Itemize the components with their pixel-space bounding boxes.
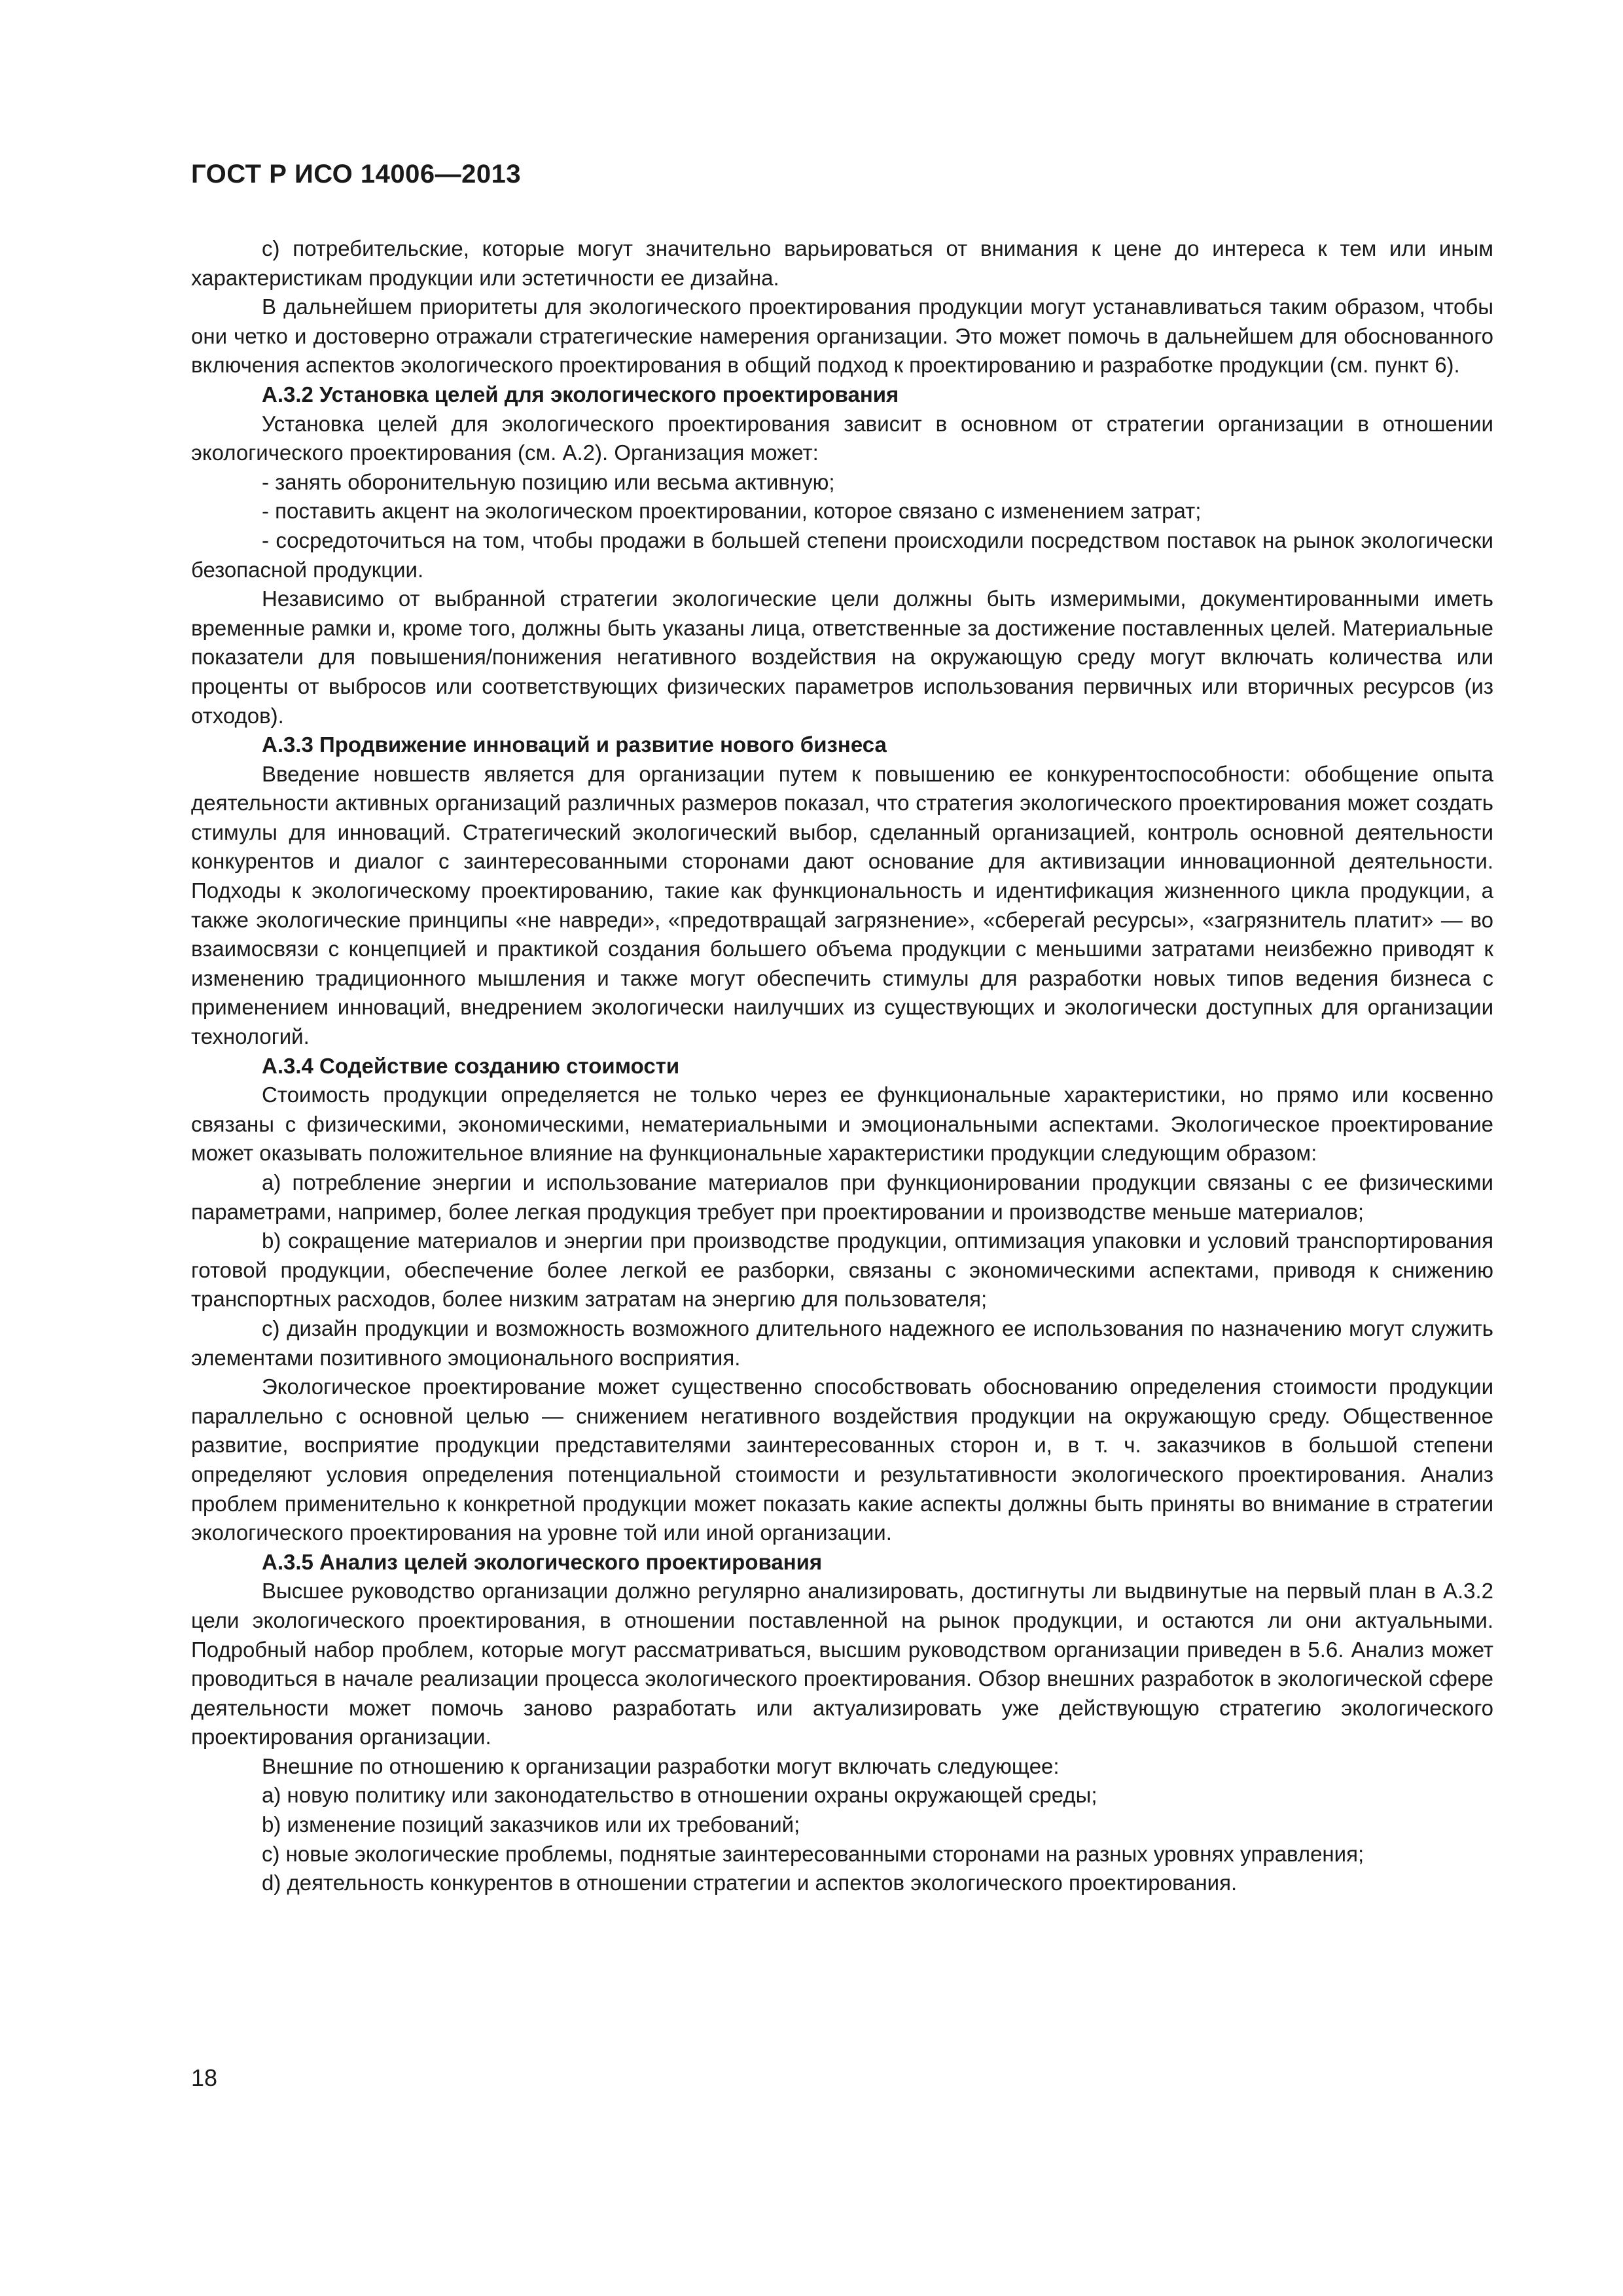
list-item: - сосредоточиться на том, чтобы продажи в большей степени происходили посредством поставок на рынок экологически безопасной продукции.: [191, 528, 1493, 582]
document-header: ГОСТ Р ИСО 14006—2013: [191, 160, 522, 188]
list-item: c) дизайн продукции и возможность возможного длительного надежного ее использования по назначению могут служить элементами позитивного эмоционального восприятия.: [191, 1316, 1493, 1370]
section-heading-a35: А.3.5 Анализ целей экологического проектирования: [262, 1549, 823, 1574]
section-heading-a32: А.3.2 Установка целей для экологического проектирования: [262, 382, 899, 406]
list-item: - занять оборонительную позицию или весьма активную;: [262, 469, 835, 494]
section-heading-a33: А.3.3 Продвижение инноваций и развитие нового бизнеса: [262, 732, 887, 757]
paragraph: Введение новшеств является для организации путем к повышению ее конкурентоспособности: обобщение опыта деятельности активных организаций различных размеров показал, что стратегия экологического проектирования может создать стимулы для инноваций. Стратегический экологический выбор, сделанный организацией, контроль основной деятельности конкурентов и диалог с заинтересованными сторонами дают основание для активизации инновационной деятельности. Подходы к экологическому проектированию, такие как функциональность и идентификация жизненного цикла продукции, а также экологические принципы «не навреди», «предотвращай загрязнение», «сберегай ресурсы», «загрязнитель платит» — во взаимосвязи с концепцией и практикой создания большего объема продукции с меньшими затратами неизбежно приводят к изменению традиционного мышления и также могут обеспечить стимулы для разработки новых типов ведения бизнеса с применением инноваций, внедрением экологически наилучших из существующих и экологически доступных для организации технологий.: [191, 761, 1493, 1049]
paragraph: В дальнейшем приоритеты для экологического проектирования продукции могут устанавливаться таким образом, чтобы они четко и достоверно отражали стратегические намерения организации. Это может помочь в дальнейшем для обоснованного включения аспектов экологического проектирования в общий подход к проектированию и разработке продукции (см. пункт 6).: [191, 295, 1493, 378]
list-item: - поставить акцент на экологическом проектировании, которое связано с изменением затрат;: [262, 499, 1202, 524]
page-number: 18: [191, 2064, 218, 2091]
list-item: d) деятельность конкурентов в отношении стратегии и аспектов экологического проектирования.: [262, 1871, 1238, 1895]
section-heading-a34: А.3.4 Содействие созданию стоимости: [262, 1053, 680, 1078]
list-item: b) изменение позиций заказчиков или их требований;: [262, 1812, 800, 1837]
paragraph: Внешние по отношению к организации разработки могут включать следующее:: [262, 1753, 1060, 1778]
list-item: c) новые экологические проблемы, поднятые заинтересованными сторонами на разных уровнях управления;: [262, 1841, 1364, 1866]
list-item: a) новую политику или законодательство в отношении охраны окружающей среды;: [262, 1783, 1097, 1808]
paragraph: Независимо от выбранной стратегии экологические цели должны быть измеримыми, документированными иметь временные рамки и, кроме того, должны быть указаны лица, ответственные за достижение поставленных целей. Материальные показатели для повышения/понижения негативного воздействия на окружающую среду могут включать количества или проценты от выбросов или соответствующих физических параметров использования первичных или вторичных ресурсов (из отходов).: [191, 586, 1493, 728]
paragraph: Установка целей для экологического проектирования зависит в основном от стратегии организации в отношении экологического проектирования (см. А.2). Организация может:: [191, 411, 1493, 465]
list-item: b) сокращение материалов и энергии при производстве продукции, оптимизация упаковки и условий транспортирования готовой продукции, обеспечение более легкой ее разборки, связаны с экономическими аспектами, приводя к снижению транспортных расходов, более низким затратам на энергию для пользователя;: [191, 1229, 1493, 1312]
list-item: a) потребление энергии и использование материалов при функционировании продукции связаны с ее физическими параметрами, например, более легкая продукция требует при проектировании и производстве меньше материалов;: [191, 1170, 1493, 1224]
paragraph: Экологическое проектирование может существенно способствовать обоснованию определения стоимости продукции параллельно с основной целью — снижением негативного воздействия продукции на окружающую среду. Общественное развитие, восприятие продукции представителями заинтересованных сторон и, в т. ч. заказчиков в большой степени определяют условия определения потенциальной стоимости и результативности экологического проектирования. Анализ проблем применительно к конкретной продукции может показать какие аспекты должны быть приняты во внимание в стратегии экологического проектирования на уровне той или иной организации.: [191, 1374, 1493, 1545]
paragraph: Стоимость продукции определяется не только через ее функциональные характеристики, но прямо или косвенно связаны с физическими, экономическими, нематериальными и эмоциональными аспектами. Экологическое проектирование может оказывать положительное влияние на функциональные характеристики продукции следующим образом:: [191, 1083, 1493, 1166]
paragraph: Высшее руководство организации должно регулярно анализировать, достигнуты ли выдвинутые на первый план в А.3.2 цели экологического проектирования, в отношении поставленной на рынок продукции, и остаются ли они актуальными. Подробный набор проблем, которые могут рассматриваться, высшим руководством организации приведен в 5.6. Анализ может проводиться в начале реализации процесса экологического проектирования. Обзор внешних разработок в экологической сфере деятельности может помочь заново разработать или актуализировать уже действующую стратегию экологического проектирования организации.: [191, 1579, 1493, 1749]
paragraph: c) потребительские, которые могут значительно варьироваться от внимания к цене до интереса к тем или иным характеристикам продукции или эстетичности ее дизайна.: [191, 236, 1493, 290]
document-body: [191, 234, 1493, 1898]
